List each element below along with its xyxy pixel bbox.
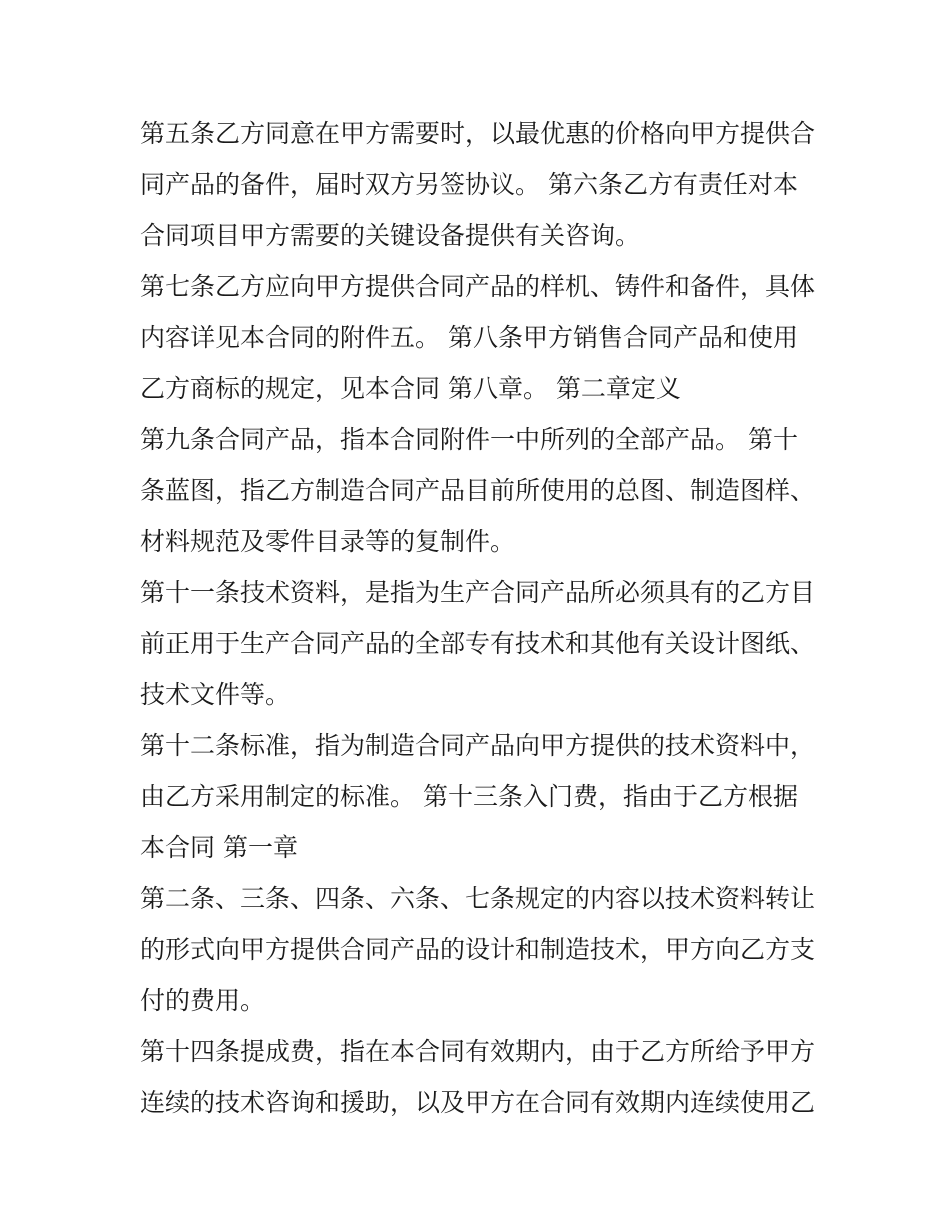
text-line: 乙方商标的规定，见本合同 第八章。 第二章定义	[140, 374, 681, 403]
text-line: 第十一条技术资料，是指为生产合同产品所必须具有的乙方目	[140, 578, 816, 607]
text-line: 付的费用。	[140, 986, 266, 1015]
text-line: 前正用于生产合同产品的全部专有技术和其他有关设计图纸、	[140, 629, 816, 658]
text-line: 技术文件等。	[140, 680, 291, 709]
text-line: 由乙方采用制定的标准。 第十三条入门费，指由于乙方根据	[140, 782, 798, 811]
text-line: 第二条、三条、四条、六条、七条规定的内容以技术资料转让	[140, 884, 816, 913]
text-line: 第九条合同产品，指本合同附件一中所列的全部产品。 第十	[140, 425, 798, 454]
text-line: 第五条乙方同意在甲方需要时，以最优惠的价格向甲方提供合	[140, 119, 816, 148]
text-line: 第十四条提成费，指在本合同有效期内，由于乙方所给予甲方	[140, 1037, 816, 1066]
text-line: 本合同 第一章	[140, 833, 298, 862]
text-line: 连续的技术咨询和援助，以及甲方在合同有效期内连续使用乙	[140, 1088, 816, 1117]
text-line: 同产品的备件，届时双方另签协议。 第六条乙方有责任对本	[140, 170, 798, 199]
text-line: 合同项目甲方需要的关键设备提供有关咨询。	[140, 221, 641, 250]
text-line: 条蓝图，指乙方制造合同产品目前所使用的总图、制造图样、	[140, 476, 816, 505]
text-line: 内容详见本合同的附件五。 第八条甲方销售合同产品和使用	[140, 323, 798, 352]
text-line: 材料规范及零件目录等的复制件。	[140, 527, 516, 556]
text-line: 第七条乙方应向甲方提供合同产品的样机、铸件和备件，具体	[140, 272, 816, 301]
text-line: 第十二条标准，指为制造合同产品向甲方提供的技术资料中，	[140, 731, 816, 760]
text-line: 的形式向甲方提供合同产品的设计和制造技术，甲方向乙方支	[140, 935, 816, 964]
document-body	[140, 108, 818, 1128]
